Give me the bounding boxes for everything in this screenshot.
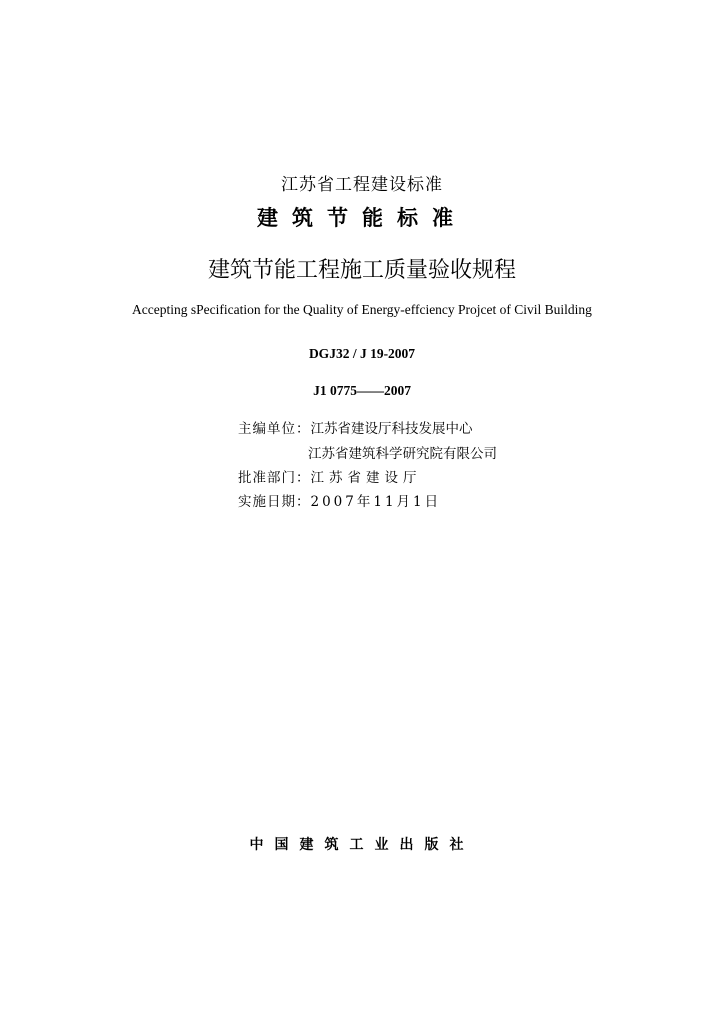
effective-date-value: 2007年11月1日 (310, 494, 442, 510)
title-primary: 建筑节能标准 (257, 206, 467, 230)
standard-code: DGJ32 / J 19-2007 (308, 346, 416, 361)
approval-row (238, 466, 422, 486)
editor-unit-label: 主编单位： (238, 421, 311, 437)
editor-unit-row (238, 417, 473, 437)
editor-unit-row-2 (308, 442, 497, 462)
record-code: J1 0775——2007 (313, 383, 411, 398)
title-english: Accepting sPecification for the Quality of Energy-effciency Projcet of Civil Building (132, 302, 592, 317)
editor-unit-1: 江苏省建设厅科技发展中心 (310, 421, 473, 437)
editor-unit-2: 江苏省建筑科学研究院有限公司 (308, 446, 497, 462)
standard-series: 江苏省工程建设标准 (281, 175, 443, 195)
effective-date-row (238, 490, 441, 510)
effective-date-label: 实施日期： (238, 494, 311, 510)
title-secondary: 建筑节能工程施工质量验收规程 (207, 258, 516, 283)
publisher-name: 中国建筑工业出版社 (249, 837, 475, 853)
approval-label: 批准部门： (238, 470, 311, 486)
approval-value: 江苏省建设厅 (310, 470, 422, 486)
